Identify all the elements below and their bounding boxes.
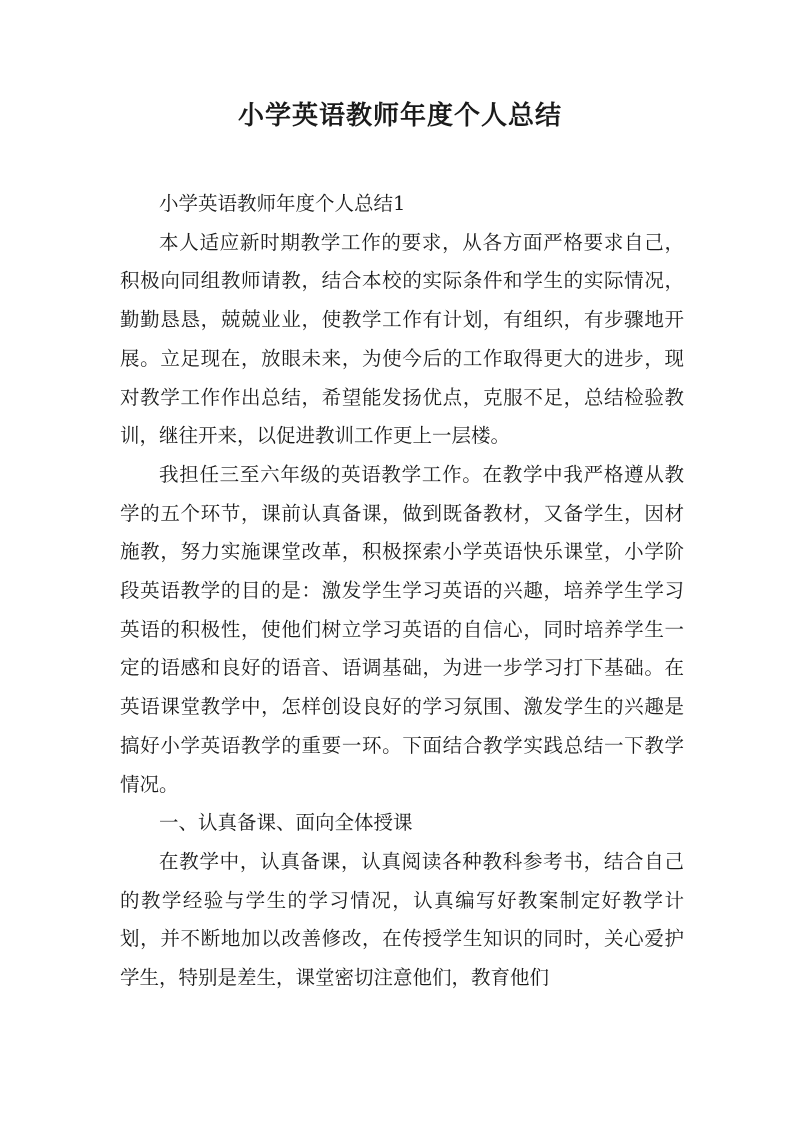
paragraph-intro: 本人适应新时期教学工作的要求，从各方面严格要求自己，积极向同组教师请教，结合本校的实际条件和学生的实际情况，勤勤恳恳，兢兢业业，使教学工作有计划，有组织，有步骤地开展。立足现在，放眼未来，为使今后的工作取得更大的进步，现对教学工作作出总结，希望能发扬优点，克服不足，总结检验教训，继往开来，以促进教训工作更上一层楼。 bbox=[120, 230, 684, 448]
document-title: 小学英语教师年度个人总结 bbox=[237, 101, 562, 131]
document-subtitle: 小学英语教师年度个人总结1 bbox=[159, 192, 406, 215]
paragraph-teaching-work: 我担任三至六年级的英语教学工作。在教学中我严格遵从教学的五个环节，课前认真备课，做到既备教材，又备学生，因材施教，努力实施课堂改革，积极探索小学英语快乐课堂，小学阶段英语教学的目的是：激发学生学习英语的兴趣，培养学生学习英语的积极性，使他们树立学习英语的自信心，同时培养学生一定的语感和良好的语音、语调基础，为进一步学习打下基础。在英语课堂教学中，怎样创设良好的学习氛围、激发学生的兴趣是搞好小学英语教学的重要一环。下面结合教学实践总结一下教学情况。 bbox=[120, 462, 684, 796]
section-heading: 一、认真备课、面向全体授课 bbox=[159, 811, 413, 835]
document-body bbox=[120, 185, 684, 998]
paragraph-section-one: 在教学中，认真备课，认真阅读各种教科参考书，结合自己的教学经验与学生的学习情况，认真编写好教案制定好教学计划，并不断地加以改善修改，在传授学生知识的同时，关心爱护学生，特别是差生，课堂密切注意他们，教育他们 bbox=[120, 849, 684, 990]
